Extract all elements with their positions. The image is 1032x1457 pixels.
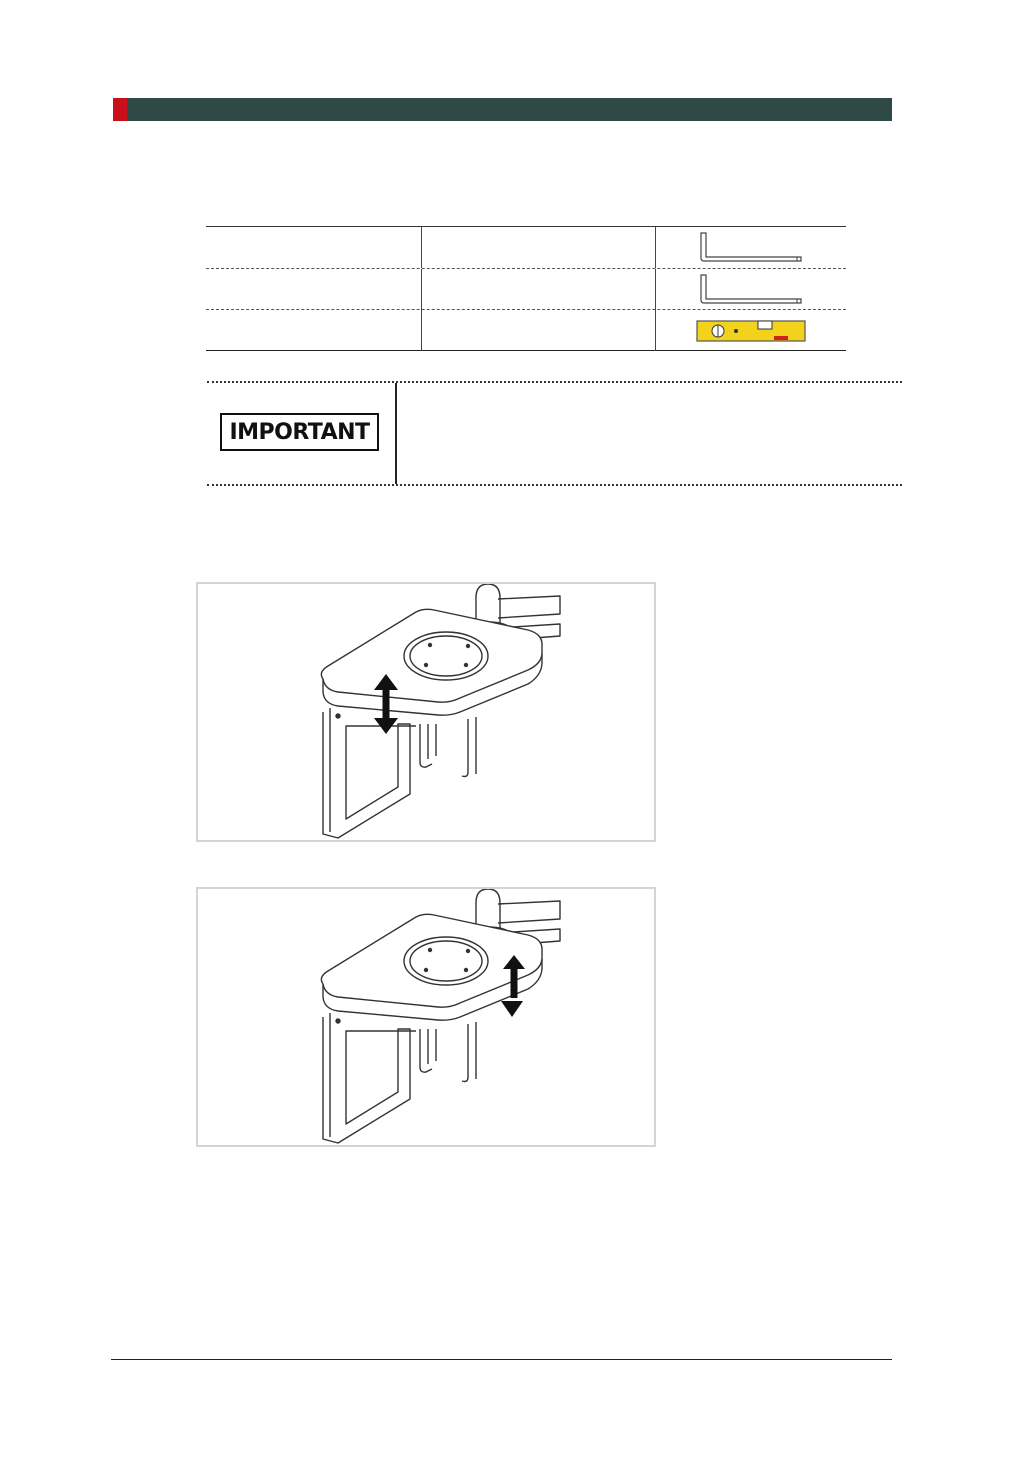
chinrest-illustration xyxy=(198,584,654,840)
tool-image-cell xyxy=(656,310,846,351)
section-header-accent xyxy=(113,98,127,121)
footer-rule xyxy=(111,1359,892,1360)
tool-image-cell xyxy=(656,269,846,310)
tool-spec-cell xyxy=(422,227,656,268)
figure-adjust-left-height xyxy=(196,582,656,842)
hex-key-icon xyxy=(697,231,805,265)
section-header-bar xyxy=(113,98,892,121)
tools-table xyxy=(206,226,846,351)
table-row xyxy=(206,268,846,310)
tool-spec-cell xyxy=(422,269,656,310)
hex-key-icon xyxy=(697,273,805,307)
important-divider xyxy=(395,383,397,484)
spirit-level-icon xyxy=(696,318,806,344)
tool-name-cell xyxy=(206,227,422,268)
table-row xyxy=(206,309,846,351)
table-row xyxy=(206,227,846,268)
figure-adjust-right-height xyxy=(196,887,656,1147)
important-label: IMPORTANT xyxy=(220,413,379,451)
tool-image-cell xyxy=(656,227,846,268)
tool-name-cell xyxy=(206,269,422,310)
tool-spec-cell xyxy=(422,310,656,351)
chinrest-illustration xyxy=(198,889,654,1145)
tool-name-cell xyxy=(206,310,422,351)
important-note xyxy=(207,381,902,486)
